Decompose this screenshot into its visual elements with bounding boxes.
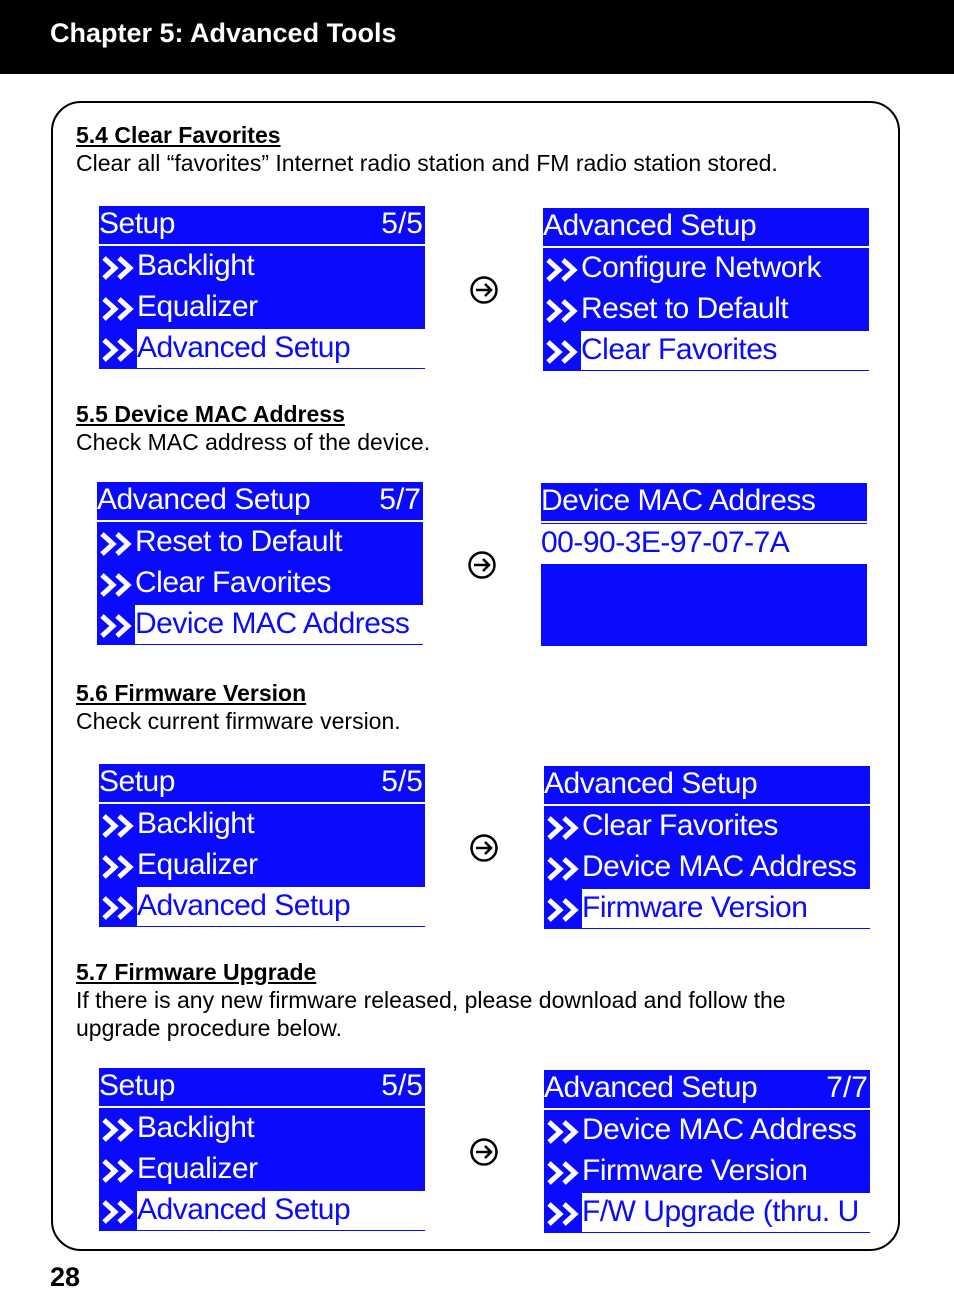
lcd-menu-item-label: Device MAC Address [582, 850, 857, 883]
lcd-title-row [97, 482, 423, 522]
lcd-title: Advanced Setup [97, 483, 311, 516]
lcd-title-row [99, 206, 425, 246]
lcd-menu-item-label: Clear Favorites [582, 809, 778, 842]
lcd-menu-item [97, 564, 423, 604]
double-chevron-icon [546, 1161, 582, 1185]
lcd-menu-item-label: Backlight [137, 249, 255, 282]
lcd-screen-advanced-setup [544, 766, 870, 929]
lcd-menu-item-label: Firmware Version [582, 891, 808, 924]
lcd-title-row [544, 766, 870, 806]
lcd-title: Setup [99, 1069, 175, 1102]
circled-right-arrow-icon [469, 275, 499, 305]
double-chevron-icon [101, 1159, 137, 1183]
section-description: Check MAC address of the device. [76, 429, 431, 455]
section-title: 5.6 Firmware Version [76, 680, 307, 706]
lcd-menu-item-selected [99, 329, 425, 369]
page-number: 28 [50, 1262, 81, 1292]
lcd-menu-item-label: Backlight [137, 807, 255, 840]
chapter-title: Chapter 5: Advanced Tools [50, 18, 397, 48]
lcd-menu-item [543, 249, 869, 289]
lcd-menu-item-selected [543, 331, 869, 371]
lcd-page-indicator: 5/5 [381, 1069, 423, 1102]
lcd-menu-item-label: F/W Upgrade (thru. U [582, 1195, 859, 1228]
lcd-page-indicator: 5/7 [379, 483, 421, 516]
lcd-title: Advanced Setup [543, 209, 757, 242]
lcd-menu-item [99, 1109, 425, 1149]
circled-right-arrow-icon [469, 833, 499, 863]
double-chevron-icon [101, 338, 137, 362]
circled-right-arrow-icon [469, 1137, 499, 1167]
lcd-title-row [543, 208, 869, 248]
double-chevron-icon [101, 297, 137, 321]
double-chevron-icon [546, 816, 582, 840]
lcd-menu-item [99, 846, 425, 886]
double-chevron-icon [101, 855, 137, 879]
lcd-screen-setup [99, 206, 425, 369]
lcd-menu-item-label: Advanced Setup [137, 1193, 351, 1226]
lcd-menu-item-label: Advanced Setup [137, 331, 351, 364]
lcd-menu-item-selected [99, 1191, 425, 1231]
double-chevron-icon [99, 614, 135, 638]
lcd-menu-item-selected [544, 889, 870, 929]
lcd-screen-advanced-setup [97, 482, 423, 645]
section-description: Clear all “favorites” Internet radio station and FM radio station stored. [76, 150, 778, 176]
double-chevron-icon [101, 814, 137, 838]
lcd-page-indicator: 7/7 [826, 1071, 868, 1104]
lcd-title: Advanced Setup [544, 767, 758, 800]
lcd-menu-item [544, 1152, 870, 1192]
lcd-title: Setup [99, 765, 175, 798]
mac-address-value-row [541, 524, 867, 564]
double-chevron-icon [101, 256, 137, 280]
lcd-menu-item-label: Equalizer [137, 848, 258, 881]
section-title: 5.5 Device MAC Address [76, 401, 345, 427]
section-title: 5.4 Clear Favorites [76, 122, 281, 148]
lcd-menu-item [544, 1111, 870, 1151]
double-chevron-icon [101, 896, 137, 920]
lcd-menu-item-label: Backlight [137, 1111, 255, 1144]
lcd-menu-item-label: Firmware Version [582, 1154, 808, 1187]
lcd-menu-item [99, 805, 425, 845]
lcd-menu-item-selected [97, 605, 423, 645]
lcd-page-indicator: 5/5 [381, 765, 423, 798]
double-chevron-icon [99, 532, 135, 556]
lcd-menu-item-label: Advanced Setup [137, 889, 351, 922]
lcd-menu-item [544, 848, 870, 888]
lcd-menu-item [97, 523, 423, 563]
lcd-menu-item-label: Device MAC Address [135, 607, 410, 640]
double-chevron-icon [101, 1118, 137, 1142]
lcd-menu-item-label: Clear Favorites [135, 566, 331, 599]
lcd-menu-item-label: Reset to Default [135, 525, 343, 558]
lcd-screen-mac-address [541, 483, 867, 646]
lcd-title: Advanced Setup [544, 1071, 758, 1104]
double-chevron-icon [546, 898, 582, 922]
lcd-title-row [99, 1068, 425, 1108]
lcd-menu-item-label: Configure Network [581, 251, 821, 284]
double-chevron-icon [545, 258, 581, 282]
lcd-screen-setup [99, 1068, 425, 1231]
double-chevron-icon [101, 1200, 137, 1224]
lcd-menu-item [99, 1150, 425, 1190]
lcd-title-row [99, 764, 425, 804]
lcd-menu-item-label: Reset to Default [581, 292, 789, 325]
lcd-menu-item-selected [99, 887, 425, 927]
lcd-menu-item-label: Equalizer [137, 290, 258, 323]
lcd-menu-item-label: Device MAC Address [582, 1113, 857, 1146]
lcd-menu-item [544, 807, 870, 847]
double-chevron-icon [546, 1202, 582, 1226]
double-chevron-icon [99, 573, 135, 597]
lcd-title-row [544, 1070, 870, 1110]
double-chevron-icon [545, 340, 581, 364]
section-description: If there is any new firmware released, please download and follow the upgrade procedure below. [76, 987, 786, 1041]
section-description: Check current firmware version. [76, 708, 401, 734]
double-chevron-icon [546, 1120, 582, 1144]
lcd-menu-item-label: Equalizer [137, 1152, 258, 1185]
lcd-title: Setup [99, 207, 175, 240]
lcd-page-indicator: 5/5 [381, 207, 423, 240]
chapter-header [0, 0, 954, 74]
lcd-menu-item [99, 247, 425, 287]
lcd-menu-item-selected [544, 1193, 870, 1233]
lcd-screen-advanced-setup [543, 208, 869, 371]
lcd-title-row [541, 483, 867, 523]
double-chevron-icon [545, 299, 581, 323]
lcd-menu-item [543, 290, 869, 330]
mac-address-value: 00-90-3E-97-07-7A [541, 526, 790, 559]
lcd-title: Device MAC Address [541, 484, 816, 517]
section-title: 5.7 Firmware Upgrade [76, 959, 317, 985]
lcd-screen-advanced-setup [544, 1070, 870, 1233]
lcd-menu-item [99, 288, 425, 328]
lcd-screen-setup [99, 764, 425, 927]
circled-right-arrow-icon [467, 550, 497, 580]
double-chevron-icon [546, 857, 582, 881]
lcd-menu-item-label: Clear Favorites [581, 333, 777, 366]
